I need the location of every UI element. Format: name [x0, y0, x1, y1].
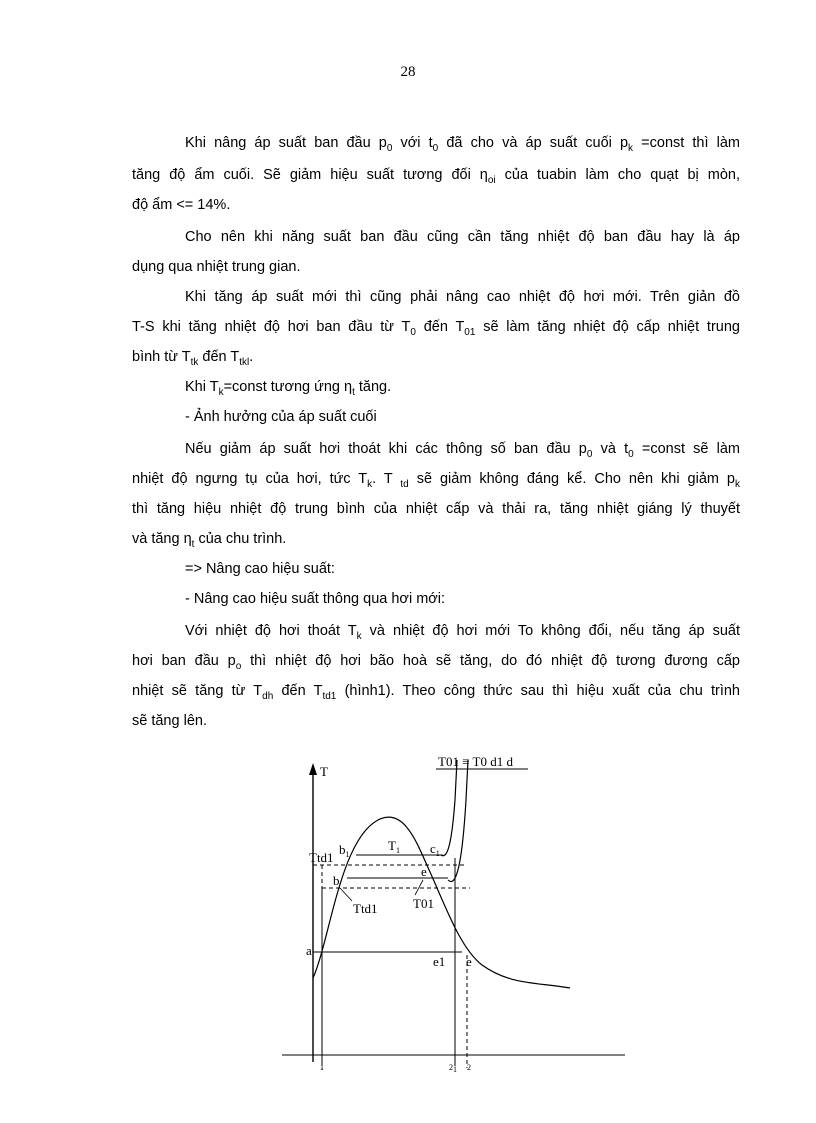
p2-line-2: dụng qua nhiệt trung gian.: [132, 259, 301, 275]
page-number: 28: [400, 64, 416, 80]
label-ttd1-low: Ttd1: [353, 901, 378, 916]
p9-line-3: nhiệt sẽ tăng từ $T_{dh}$ đến $T_{td1}$ (hình1). Theo công thức sau thì hiệu xuất của chu trình: [132, 683, 740, 702]
p6-line-2: nhiệt độ ngưng tụ của hơi, tức $T_k$. T $_{td}$ sẽ giảm không đáng kể. Cho nên khi giảm $p_k$: [132, 471, 740, 490]
p1-line-2: tăng độ ẩm cuối. Sẽ giảm hiệu suất tương đối $\eta_{oi}$ của tuabin làm cho quạt bị mòn,: [132, 167, 740, 186]
p5-line: - Ảnh hưởng của áp suất cuối: [185, 409, 377, 425]
label-e-upper: e: [421, 864, 427, 879]
p6-line-4: và tăng $\eta_t$ của chu trình.: [132, 531, 287, 550]
label-x21: 21: [449, 1063, 457, 1074]
label-e1: e1: [433, 954, 446, 969]
label-c1: $c_1$: [430, 841, 440, 858]
isobar-far-right: [448, 760, 468, 882]
ts-diagram: [260, 745, 640, 1085]
p8-line: - Nâng cao hiệu suất thông qua hơi mới:: [185, 591, 446, 607]
p9-line-4: sẽ tăng lên.: [132, 713, 207, 729]
label-x2: 2: [467, 1063, 471, 1072]
t-axis-label: T: [320, 764, 328, 779]
p3-line-1: Khi tăng áp suất mới thì cũng phải nâng cao nhiệt độ hơi mới. Trên giản đồ: [185, 289, 740, 305]
label-b1: $b_1$: [339, 842, 350, 859]
isobar-right: [441, 760, 457, 856]
label-a: a: [306, 943, 312, 958]
p3-line-2: T-S khi tăng nhiệt độ hơi ban đầu từ $T_0$ đến $T_{01}$ sẽ làm tăng nhiệt độ cấp nhiệt trung: [132, 319, 740, 338]
p3-line-3: bình từ $T_{tk}$ đến $T_{tkl}$.: [132, 349, 254, 368]
p6-line-3: thì tăng hiệu nhiệt độ trung bình của nhiệt cấp và thải ra, tăng nhiệt giáng lý thuyết: [132, 501, 740, 517]
label-t1: $T_1$: [388, 838, 400, 855]
leader-ttd1-low: [340, 888, 352, 901]
p6-line-1: Nếu giảm áp suất hơi thoát khi các thông số ban đầu $p_0$ và $t_0$ =const sẽ làm: [185, 441, 740, 460]
p7-line: => Nâng cao hiệu suất:: [185, 561, 335, 577]
p9-line-2: hơi ban đầu $p_o$ thì nhiệt độ hơi bão hoà sẽ tăng, do đó nhiệt độ tương đương cấp: [132, 653, 740, 672]
figure-header: T01 ≡ T0 d1 d: [438, 754, 513, 769]
p4-line: Khi $T_k=const$ tương ứng $\eta_t$ tăng.: [185, 379, 392, 398]
t-axis-arrow: [309, 763, 317, 775]
label-ttd1: Ttd1: [309, 850, 334, 865]
label-t01: T01: [413, 896, 434, 911]
label-e-lower: e: [466, 954, 472, 969]
p1-line-1: Khi nâng áp suất ban đầu $p_0$ với $t_0$ đã cho và áp suất cuối $p_k$ =const thì làm: [185, 135, 740, 154]
p1-line-3: độ ẩm <= 14%.: [132, 197, 231, 213]
p9-line-1: Với nhiệt độ hơi thoát $T_k$ và nhiệt độ hơi mới To không đổi, nếu tăng áp suất: [185, 623, 741, 642]
p2-line-1: Cho nên khi năng suất ban đầu cũng cần tăng nhiệt độ ban đầu hay là áp: [185, 229, 740, 245]
label-b: b: [333, 873, 340, 888]
label-x1: 1: [320, 1063, 324, 1072]
